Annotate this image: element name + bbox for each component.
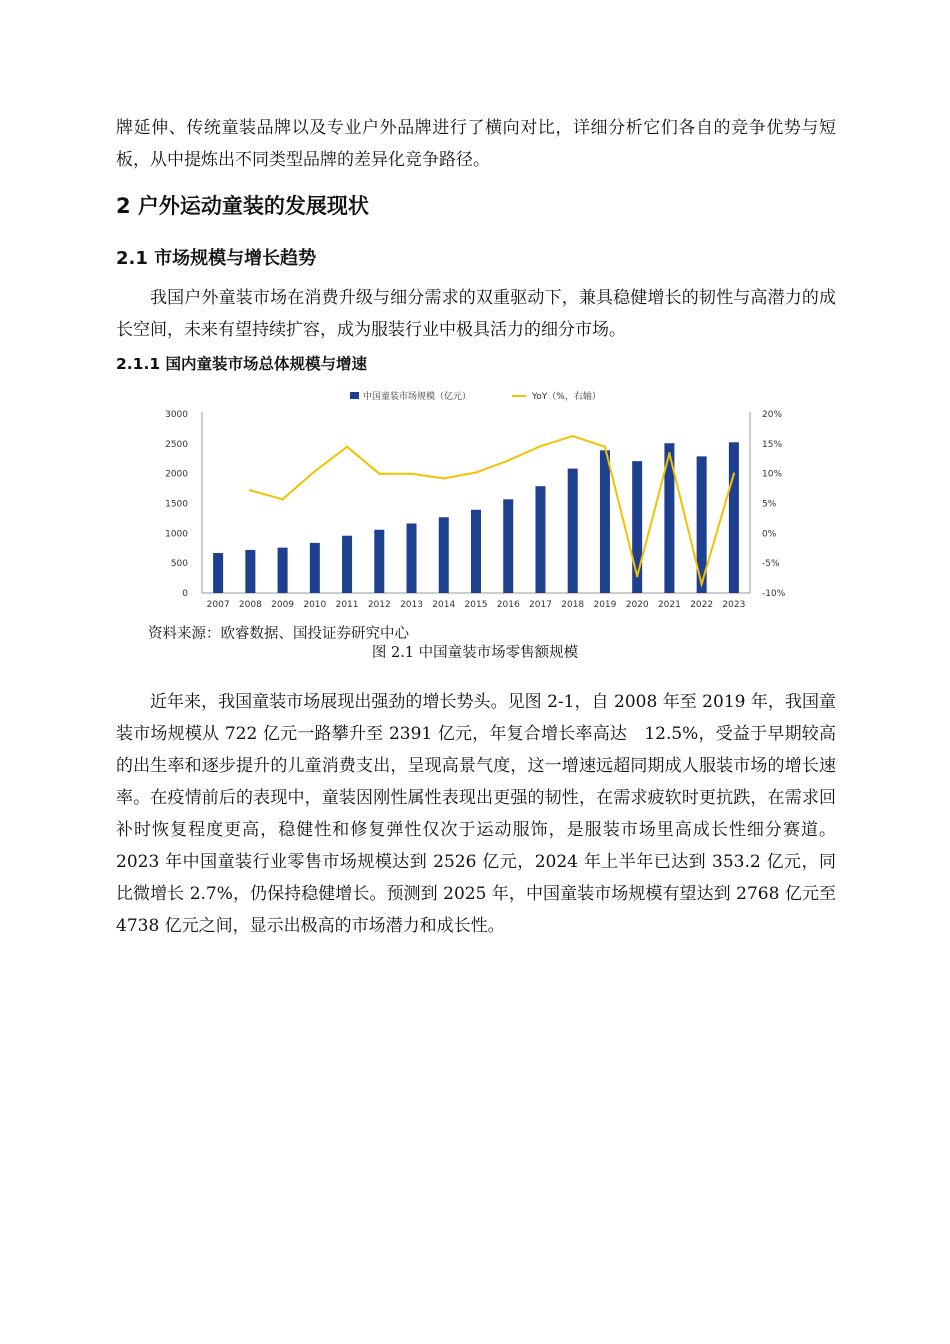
bar-2009 [278, 548, 288, 593]
yoy-point-2014 [443, 477, 445, 479]
x-tick-label: 2012 [367, 600, 391, 610]
bar-2017 [535, 486, 545, 593]
y-right-tick-label: 15% [762, 439, 783, 450]
bar-2023 [729, 442, 739, 593]
yoy-point-2010 [314, 470, 316, 472]
yoy-line [250, 436, 734, 584]
yoy-point-2016 [507, 459, 509, 461]
intro-paragraph: 牌延伸、传统童装品牌以及专业户外品牌进行了横向对比，详细分析它们各自的竞争优势与短板，从中提炼出不同类型品牌的差异化竞争路径。 [116, 118, 836, 170]
y-right-tick-label: 5% [762, 499, 777, 510]
yoy-point-2017 [539, 445, 541, 447]
subsection-heading: 2.1 市场规模与增长趋势 [116, 248, 317, 269]
bar-2008 [245, 550, 255, 593]
bar-2015 [471, 510, 481, 593]
x-tick-label: 2022 [690, 600, 714, 610]
x-tick-label: 2009 [271, 600, 295, 610]
x-tick-label: 2018 [561, 600, 585, 610]
yoy-point-2011 [346, 446, 348, 448]
bar-2010 [310, 543, 320, 593]
yoy-point-2022 [700, 583, 702, 585]
yoy-point-2013 [410, 472, 412, 474]
x-tick-label: 2020 [625, 600, 649, 610]
bar-2007 [213, 553, 223, 593]
x-tick-label: 2010 [303, 600, 327, 610]
yoy-point-2021 [668, 452, 670, 454]
yoy-point-2008 [249, 489, 251, 491]
bar-2011 [342, 536, 352, 593]
bar-2016 [503, 499, 513, 593]
legend-bar-label: 中国童装市场规模（亿元） [363, 392, 472, 402]
bar-2013 [407, 523, 417, 593]
x-tick-label: 2016 [496, 600, 520, 610]
y-left-tick-label: 500 [170, 559, 188, 570]
x-tick-label: 2021 [657, 600, 681, 610]
legend-line-label: YoY（%，右轴） [532, 392, 601, 402]
y-right-tick-label: 0% [762, 529, 777, 540]
yoy-point-2009 [281, 498, 283, 500]
bar-2014 [439, 517, 449, 593]
y-left-tick-label: 2500 [165, 439, 188, 450]
y-left-tick-label: 2000 [165, 469, 188, 480]
y-right-tick-label: 20% [762, 410, 783, 420]
x-tick-label: 2008 [238, 600, 262, 610]
y-left-tick-label: 3000 [165, 410, 188, 420]
y-right-tick-label: 10% [762, 469, 783, 480]
section-heading: 2 户外运动童装的发展现状 [116, 194, 369, 218]
market-size-chart [160, 386, 800, 616]
x-tick-label: 2023 [722, 600, 746, 610]
y-left-tick-label: 1000 [165, 529, 188, 540]
yoy-point-2015 [475, 471, 477, 473]
legend-bar-swatch [350, 392, 359, 399]
x-tick-label: 2017 [529, 600, 552, 610]
yoy-point-2018 [572, 435, 574, 437]
x-tick-label: 2007 [206, 600, 230, 610]
y-left-tick-label: 1500 [165, 499, 188, 510]
y-left-tick-label: 0 [182, 589, 188, 599]
x-tick-label: 2011 [335, 600, 359, 610]
figure-caption: 图 2.1 中国童装市场零售额规模 [371, 645, 579, 661]
yoy-point-2020 [636, 575, 638, 577]
chart-legend [350, 390, 601, 402]
yoy-point-2019 [604, 446, 606, 448]
bar-2012 [374, 530, 384, 593]
x-tick-label: 2019 [593, 600, 617, 610]
yoy-point-2023 [733, 472, 735, 474]
x-tick-label: 2015 [464, 600, 488, 610]
bar-2018 [568, 469, 578, 593]
y-right-tick-label: -10% [762, 589, 786, 599]
figure-source: 资料来源：欧睿数据、国投证券研究中心 [148, 626, 409, 642]
y-right-tick-label: -5% [762, 559, 780, 570]
yoy-point-2012 [378, 472, 380, 474]
x-tick-label: 2013 [400, 600, 423, 610]
bar-2019 [600, 450, 610, 593]
body-paragraph: 近年来，我国童装市场展现出强劲的增长势头。见图 2-1，自 2008 年至 2019 年，我国童装市场规模从 722 亿元一路攀升至 2391 亿元，年复合增长率高达 12.5%，受益于早期较高的出生率和逐步提升的儿童消费支出，呈现高景气度，这一增速远超同期成人服装市场的增长速率。在疫情前后的表现中，童装因刚性属性表现出更强的韧性，在需求疲软时更抗跌，在需求回补时恢复程度更高，稳健性和修复弹性仅次于运动服饰，是服装市场里高成长性细分赛道。2023 年中国童装行业零售市场规模达到 2526 亿元，2024 年上半年已达到 353.2 亿元，同比微增长 2.7%，仍保持稳健增长。预测到 2025 年，中国童装市场规模有望达到 2768 亿元至 4738 亿元之间，显示出极高的市场潜力和成长性。 [116, 692, 836, 936]
x-tick-label: 2014 [432, 600, 456, 610]
sub-subsection-heading: 2.1.1 国内童装市场总体规模与增速 [116, 355, 368, 373]
subsection-paragraph: 我国户外童装市场在消费升级与细分需求的双重驱动下，兼具稳健增长的韧性与高潜力的成长空间，未来有望持续扩容，成为服装行业中极具活力的细分市场。 [116, 288, 836, 340]
